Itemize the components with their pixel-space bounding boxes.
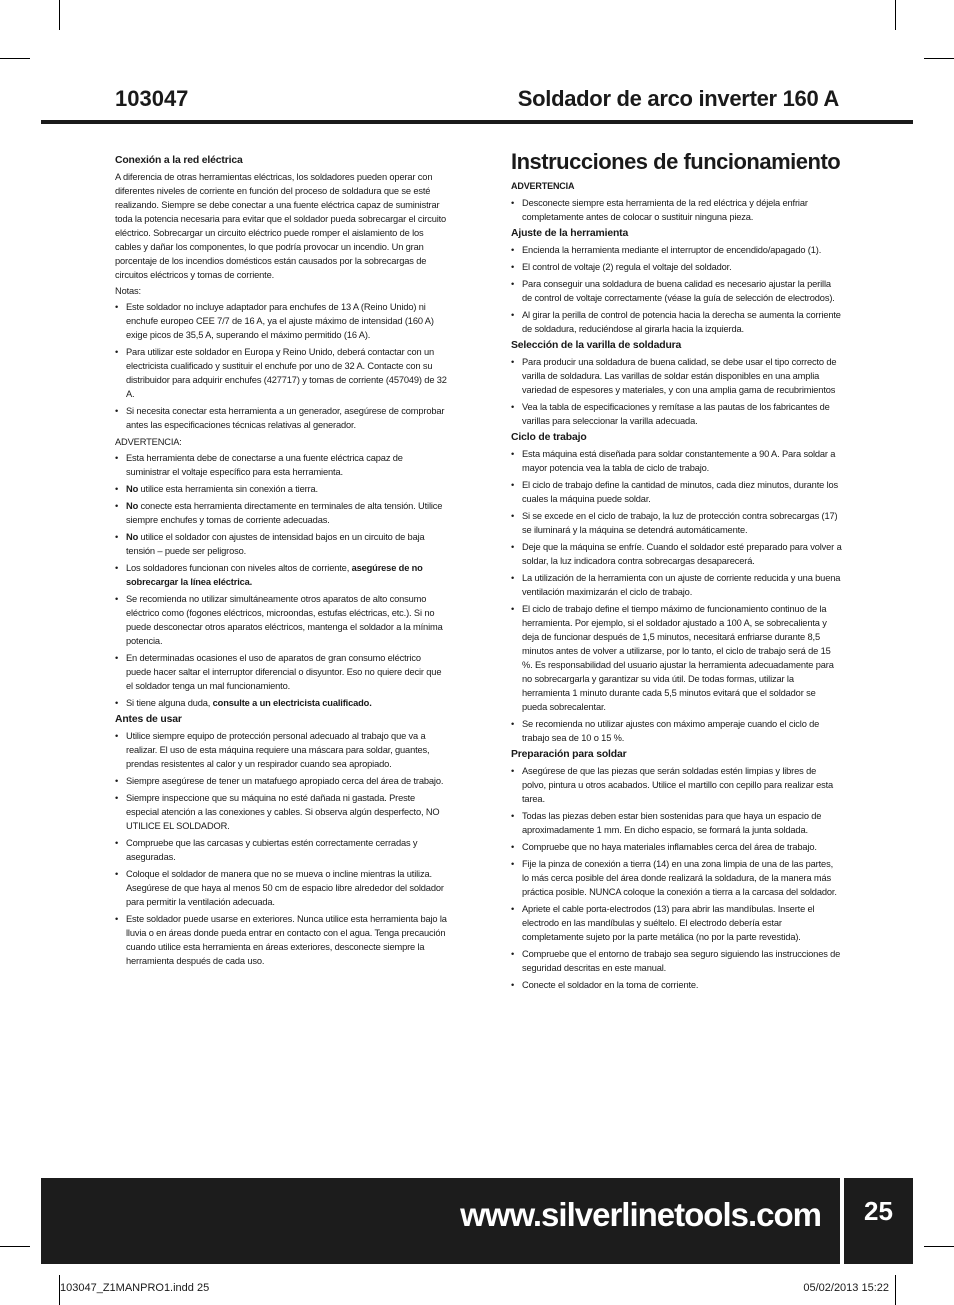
instructions-title: Instrucciones de funcionamiento	[511, 149, 841, 174]
list-item: • Apriete el cable porta-electrodos (13) para abrir las mandíbulas. Inserte el electrodo en las mandíbulas y suéltelo. El electrodo debería estar completamente sujeto por la parte metálica (no por la parte revestida).	[511, 902, 842, 944]
advertencias-list	[115, 451, 447, 710]
preparacion-list	[511, 764, 842, 992]
website-link[interactable]: www.silverlinetools.com	[460, 1196, 821, 1233]
list-item: • Siempre inspeccione que su máquina no esté dañada ni gastada. Preste especial atención a las conexiones y cables. Si observa algún desperfecto, NO UTILICE EL SOLDADOR.	[115, 791, 447, 833]
list-item: • La utilización de la herramienta con un ajuste de corriente reducida y una buena ventilación maximizarán el ciclo de trabajo.	[511, 571, 842, 599]
advertencia-heading: ADVERTENCIA	[511, 181, 575, 191]
list-item: • Todas las piezas deben estar bien sostenidas para que haya un espacio de aproximadamente 1 mm. En dicho espacio, se formará la junta soldada.	[511, 809, 842, 837]
list-item: • Encienda la herramienta mediante el interruptor de encendido/apagado (1).	[511, 243, 842, 257]
list-item: • Esta máquina está diseñada para soldar constantemente a 90 A. Para soldar a mayor potencia vea la tabla de ciclo de trabajo.	[511, 447, 842, 475]
advertencia-list	[511, 196, 842, 224]
antes-list	[115, 729, 447, 968]
list-item: • Asegúrese de que las piezas que serán soldadas estén limpias y libres de polvo, pintura u otros acabados. Utilice el martillo con cepillo para realizar esta tarea.	[511, 764, 842, 806]
ajuste-list	[511, 243, 842, 336]
list-item: • No conecte esta herramienta directamente en terminales de alta tensión. Utilice siempre enchufes y tomas de corriente adecuadas.	[115, 499, 447, 527]
list-item: • En determinadas ocasiones el uso de aparatos de gran consumo eléctrico puede hacer saltar el interruptor diferencial o disyuntor. Eso no quiere decir que el soldador tenga un mal funcionamiento.	[115, 651, 447, 693]
advertencia-label: ADVERTENCIA:	[115, 437, 182, 447]
list-item: • Deje que la máquina se enfríe. Cuando el soldador esté preparado para volver a soldar, la luz indicadora contra sobrecargas desaparecerá.	[511, 540, 842, 568]
print-slug-file: 103047_Z1MANPRO1.indd 25	[60, 1282, 210, 1294]
list-item: • No utilice esta herramienta sin conexión a tierra.	[115, 482, 447, 496]
notas-list	[115, 300, 447, 432]
varilla-list	[511, 355, 842, 428]
list-item: • Si necesita conectar esta herramienta a un generador, asegúrese de comprobar antes las especificaciones técnicas relativas al generador.	[115, 404, 447, 432]
list-item: • Se recomienda no utilizar simultáneamente otros aparatos de alto consumo eléctrico como (fogones eléctricos, microondas, estufas eléctricas, etc.). Si no puede desconectar otros aparatos eléctricos, mantenga el soldador a la mínima potencia.	[115, 592, 447, 648]
list-item: • Vea la tabla de especificaciones y remítase a las pautas de los fabricantes de varillas para seleccionar la varilla adecuada.	[511, 400, 842, 428]
list-item: • Desconecte siempre esta herramienta de la red eléctrica y déjela enfriar completamente antes de colocar o sustituir ninguna pieza.	[511, 196, 842, 224]
list-item: • Compruebe que las carcasas y cubiertas estén correctamente cerradas y aseguradas.	[115, 836, 447, 864]
list-item: • Si se excede en el ciclo de trabajo, la luz de protección contra sobrecargas (17) se iluminará y la máquina se detendrá automáticamente.	[511, 509, 842, 537]
conexion-intro: A diferencia de otras herramientas eléctricas, los soldadores pueden operar con diferentes niveles de corriente en función del proceso de soldadura que se esté realizando. Siempre se debe conectar a una fuente eléctrica capaz de suministrar toda la potencia necesaria para evitar que el soldador pueda sobrecargar el circuito eléctrico. Sobrecargar un circuito eléctrico puede romper el aislamiento de los cables y dañar los componentes, lo que podría provocar un incendio. Un gran porcentaje de los incendios domésticos están causados por la sobrecargas de circuitos eléctricos y tomas de corriente.	[115, 172, 447, 280]
list-item: • Al girar la perilla de control de potencia hacia la derecha se aumenta la corriente de soldadura, reduciéndose al girarla hacia la izquierda.	[511, 308, 842, 336]
notas-label: Notas:	[115, 286, 141, 296]
right-column	[511, 149, 842, 995]
list-item: • El ciclo de trabajo define la cantidad de minutos, cada diez minutos, durante los cuales la máquina puede soldar.	[511, 478, 842, 506]
list-item: • Para producir una soldadura de buena calidad, se debe usar el tipo correcto de varilla de soldadura. Las varillas de soldar están disponibles en una amplia variedad de espesores y materiales, y con una amplia gama de recubrimientos	[511, 355, 842, 397]
list-item: • Compruebe que el entorno de trabajo sea seguro siguiendo las instrucciones de seguridad descritas en este manual.	[511, 947, 842, 975]
section-heading-preparacion: Preparación para soldar	[511, 749, 627, 760]
section-heading-varilla: Selección de la varilla de soldadura	[511, 340, 682, 351]
list-item: • Este soldador puede usarse en exteriores. Nunca utilice esta herramienta bajo la lluvia o en áreas donde pueda entrar en contacto con el agua. Tenga precaución cuando utilice esta herramienta en áreas exteriores, desconecte siempre la herramienta después de cada uso.	[115, 912, 447, 968]
crop-mark	[0, 1246, 30, 1247]
page-title: Soldador de arco inverter 160 A	[517, 86, 839, 111]
footer-bar	[41, 1178, 913, 1264]
list-item: • Para utilizar este soldador en Europa y Reino Unido, deberá contactar con un electricista cualificado y sustituir el enchufe por uno de 32 A. Contacte con su distribuidor para adquirir enchufes (427717) y tomas de corriente (457049) de 32 A.	[115, 345, 447, 401]
list-item: • Se recomienda no utilizar ajustes con máximo amperaje cuando el ciclo de trabajo sea de 10 o 15 %.	[511, 717, 842, 745]
list-item: • Conecte el soldador en la toma de corriente.	[511, 978, 842, 992]
crop-mark	[895, 1275, 896, 1305]
list-item: • Siempre asegúrese de tener un matafuego apropiado cerca del área de trabajo.	[115, 774, 447, 788]
crop-mark	[0, 58, 30, 59]
section-heading-antes: Antes de usar	[115, 714, 182, 725]
crop-mark	[924, 58, 954, 59]
list-item: • Coloque el soldador de manera que no se mueva o incline mientras la utiliza. Asegúrese de que haya al menos 50 cm de espacio libre alrededor del soldador para permitir la ventilación adecuada.	[115, 867, 447, 909]
crop-mark	[59, 0, 60, 30]
section-heading-ciclo: Ciclo de trabajo	[511, 432, 587, 443]
crop-mark	[924, 1246, 954, 1247]
list-item: • Los soldadores funcionan con niveles altos de corriente, asegúrese de no sobrecargar la línea eléctrica.	[115, 561, 447, 589]
list-item: • El control de voltaje (2) regula el voltaje del soldador.	[511, 260, 842, 274]
left-column	[115, 152, 447, 971]
list-item: • Este soldador no incluye adaptador para enchufes de 13 A (Reino Unido) ni enchufe europeo CEE 7/7 de 16 A, ya el ajuste máximo de intensidad (160 A) exige picos de 35,5 A, superando el máximo permitido (16 A).	[115, 300, 447, 342]
list-item: • El ciclo de trabajo define el tiempo máximo de funcionamiento continuo de la herramienta. Por ejemplo, si el soldador ajustado a 100 A, se sobrecalienta y deja de funcionar después de 1,5 minutos, necesitará enfriarse durante 8,5 minutos antes de volver a utilizarse, por lo tanto, el ciclo de trabajo será de 15 %. Es responsabilidad del usuario ajustar la herramienta adecuadamente para no sobrecargarla y garantizar su vida útil. De todas formas, utilizar la herramienta 1 minuto durante cada 5,5 minutos evitará que el soldador se pueda sobrecalentar.	[511, 602, 842, 714]
section-heading-ajuste: Ajuste de la herramienta	[511, 228, 629, 239]
list-item: • Fije la pinza de conexión a tierra (14) en una zona limpia de una de las partes, lo más cerca posible del área donde realizará la soldadura, de la manera más práctica posible. NUNCA coloque la conexión a tierra a la carcasa del soldador.	[511, 857, 842, 899]
section-heading-conexion: Conexión a la red eléctrica	[115, 155, 243, 166]
list-item: • Para conseguir una soldadura de buena calidad es necesario ajustar la perilla de control de voltaje correctamente (véase la guía de selección de electrodos).	[511, 277, 842, 305]
list-item: • Si tiene alguna duda, consulte a un electricista cualificado.	[115, 696, 447, 710]
list-item: • Compruebe que no haya materiales inflamables cerca del área de trabajo.	[511, 840, 842, 854]
list-item: • No utilice el soldador con ajustes de intensidad bajos en un circuito de baja tensión – puede ser peligroso.	[115, 530, 447, 558]
list-item: • Utilice siempre equipo de protección personal adecuado al trabajo que va a realizar. El uso de esta máquina requiere una máscara para soldar, guantes, prendas resistentes al calor y un respirador cuando sea apropiado.	[115, 729, 447, 771]
crop-mark	[895, 0, 896, 30]
print-slug-datetime: 05/02/2013 15:22	[803, 1282, 889, 1294]
header-rule	[41, 120, 913, 124]
ciclo-list	[511, 447, 842, 745]
list-item: • Esta herramienta debe de conectarse a una fuente eléctrica capaz de suministrar el voltaje específico para esta herramienta.	[115, 451, 447, 479]
page-number: 25	[840, 1178, 913, 1264]
product-code: 103047	[115, 86, 189, 111]
